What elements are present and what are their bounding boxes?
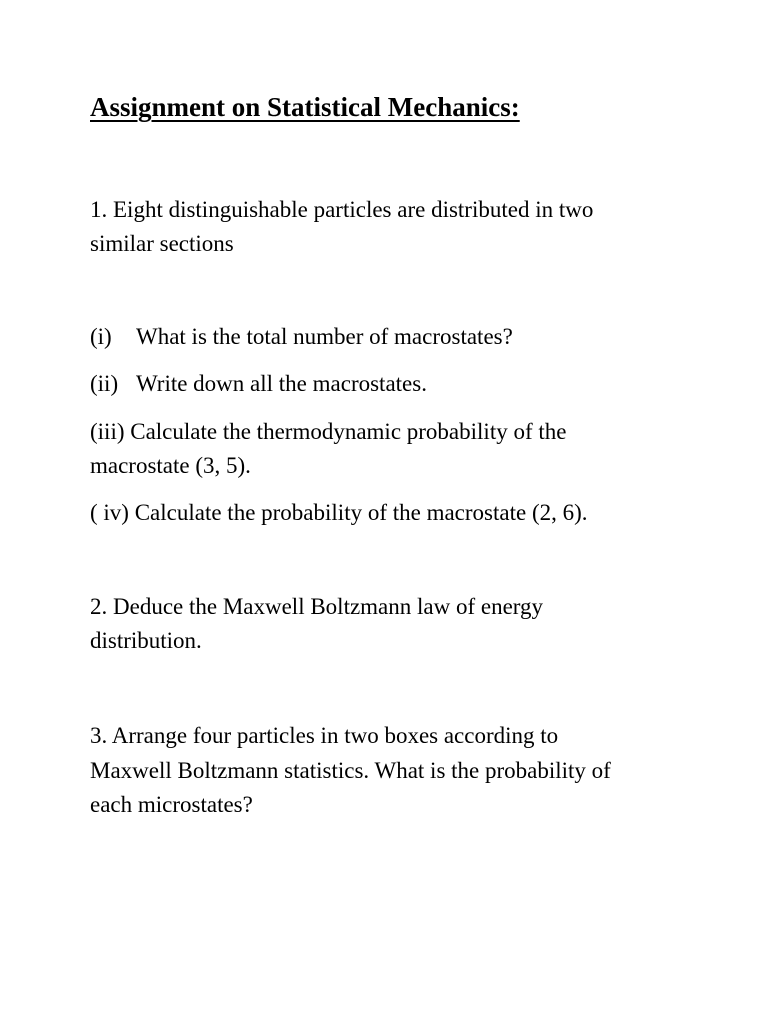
question-1-line-2: similar sections	[90, 231, 234, 256]
question-2-line-2: distribution.	[90, 628, 202, 653]
part-label: (i)	[90, 324, 112, 349]
question-2-line-1: 2. Deduce the Maxwell Boltzmann law of energy	[90, 594, 544, 619]
question-1-part-ii	[90, 369, 427, 399]
question-1-line-1: 1. Eight distinguishable particles are distributed in two	[90, 197, 594, 222]
question-1-part-iv: ( iv) Calculate the probability of the macrostate (2, 6).	[90, 500, 588, 525]
question-1-part-iii-line-1: (iii) Calculate the thermodynamic probability of the	[90, 419, 567, 444]
question-3-line-1: 3. Arrange four particles in two boxes according to	[90, 723, 559, 748]
question-3-line-2: Maxwell Boltzmann statistics. What is the probability of	[90, 758, 611, 783]
question-3-line-3: each microstates?	[90, 792, 253, 817]
question-1-part-i	[90, 322, 513, 352]
part-text: Write down all the macrostates.	[136, 371, 427, 396]
part-text: What is the total number of macrostates?	[136, 324, 513, 349]
document-title: Assignment on Statistical Mechanics:	[90, 92, 520, 122]
question-1-part-iii-line-2: macrostate (3, 5).	[90, 453, 251, 478]
part-label: (ii)	[90, 371, 119, 396]
